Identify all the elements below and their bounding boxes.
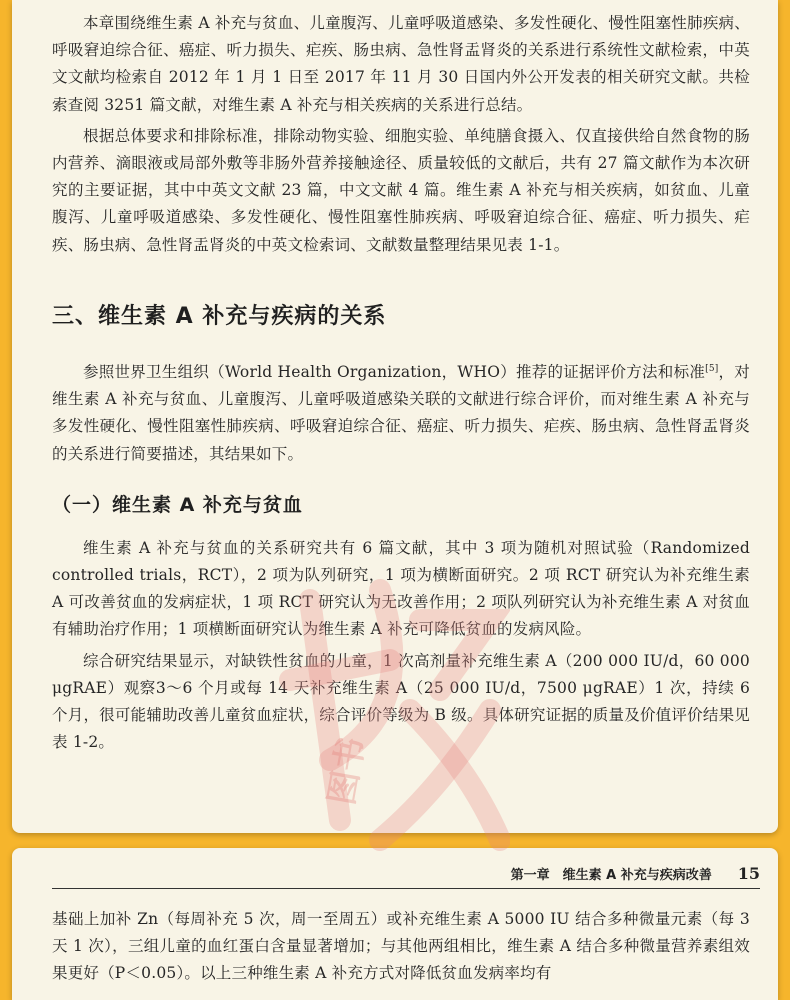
evaluation-paragraph xyxy=(52,356,750,468)
book-page-bottom xyxy=(12,848,778,1000)
subsection-heading: （一）维生素 A 补充与贫血 xyxy=(52,493,303,516)
page-bottom-content xyxy=(52,906,750,988)
evaluation-text-b: ，对维生素 A 补充与贫血、儿童腹泻、儿童呼吸道感染关联的文献进行综合评价，而对维生素 A 补充与多发性硬化、慢性阻塞性肺疾病、呼吸窘迫综合征、癌症、听力损失、疟疾、肠虫病、急性肾盂肾炎的关系进行简要描述，其结果如下。 xyxy=(52,362,750,463)
page-top-content xyxy=(52,10,750,756)
page-number: 15 xyxy=(737,863,760,883)
anemia-studies-paragraph: 维生素 A 补充与贫血的关系研究共有 6 篇文献，其中 3 项为随机对照试验（Randomized controlled trials，RCT），2 项为队列研究，1 项为横断面研究。2 项 RCT 研究认为补充维生素 A 可改善贫血的发病症状，1 项 RCT 研究认为无改善作用；2 项队列研究认为补充维生素 A 对贫血有辅助治疗作用；1 项横断面研究认为维生素 A 补充可降低贫血的发病风险。 xyxy=(52,538,750,639)
running-header-title: 第一章 维生素 A 补充与疾病改善 xyxy=(510,867,712,883)
running-header xyxy=(52,858,760,889)
watermark-text: 图书 xyxy=(321,734,373,809)
section-heading: 三、维生素 A 补充与疾病的关系 xyxy=(52,303,387,329)
anemia-results-paragraph: 综合研究结果显示，对缺铁性贫血的儿童，1 次高剂量补充维生素 A（200 000 IU/d，60 000 μgRAE）观察3～6 个月或每 14 天补充维生素 A（25 000 IU/d，7500 μgRAE）1 次，持续 6 个月，很可能辅助改善儿童贫血症状，综合评价等级为 B 级。具体研究证据的质量及价值评价结果见表 1-2。 xyxy=(52,651,750,752)
evaluation-text-a: 参照世界卫生组织（World Health Organization，WHO）推荐的证据评价方法和标准 xyxy=(83,362,706,381)
intro-paragraph: 本章围绕维生素 A 补充与贫血、儿童腹泻、儿童呼吸道感染、多发性硬化、慢性阻塞性肺疾病、呼吸窘迫综合征、癌症、听力损失、疟疾、肠虫病、急性肾盂肾炎的关系进行系统性文献检索，中英文文献均检索自 2012 年 1 月 1 日至 2017 年 11 月 30 日国内外公开发表的相关研究文献。共检索查阅 3251 篇文献，对维生素 A 补充与相关疾病的关系进行总结。 xyxy=(52,14,750,114)
continuation-paragraph: 基础上加补 Zn（每周补充 5 次，周一至周五）或补充维生素 A 5000 IU 结合多种微量元素（每 3 天 1 次），三组儿童的血红蛋白含量显著增加；与其他两组相比，维生素 A 结合多种微量营养素组效果更好（P＜0.05）。以上三种维生素 A 补充方式对降低贫血发病率均有 xyxy=(52,910,750,983)
book-page-top xyxy=(12,0,778,833)
citation-ref: [5] xyxy=(705,363,719,374)
criteria-paragraph: 根据总体要求和排除标准，排除动物实验、细胞实验、单纯膳食摄入、仅直接供给自然食物的肠内营养、滴眼液或局部外敷等非肠外营养接触途径、质量较低的文献后，共有 27 篇文献作为本次研究的主要证据，其中中英文文献 23 篇，中文文献 4 篇。维生素 A 补充与相关疾病，如贫血、儿童腹泻、儿童呼吸道感染、多发性硬化、慢性阻塞性肺疾病、呼吸窘迫综合征、癌症、听力损失、疟疾、肠虫病、急性肾盂肾炎的中英文检索词、文献数量整理结果见表 1-1。 xyxy=(52,126,750,254)
